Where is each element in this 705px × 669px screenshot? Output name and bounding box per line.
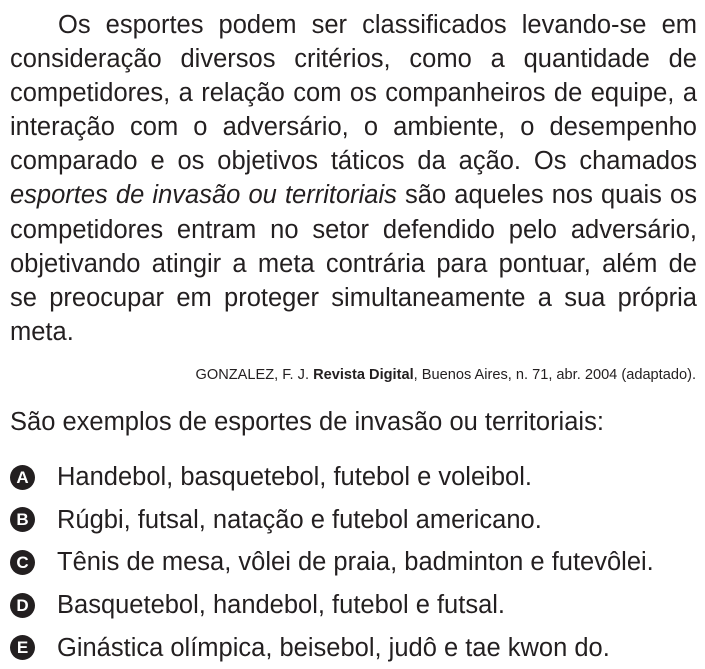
option-b-letter-icon: B (10, 507, 35, 532)
option-a-text: Handebol, basquetebol, futebol e voleibol. (57, 463, 532, 492)
passage-part-1: Os esportes podem ser classificados levando-se em consideração diversos critérios, como a quantidade de competidores, a relação com os companheiros de equipe, a interação com o adversário, o ambiente, o desempenho comparado e os objetivos táticos da ação. Os chamados (10, 11, 697, 176)
option-d[interactable] (10, 584, 654, 627)
citation (196, 365, 697, 385)
option-c[interactable] (10, 541, 654, 584)
citation-details: , Buenos Aires, n. 71, abr. 2004 (adaptado). (413, 367, 696, 383)
passage-part-2: são aqueles nos quais os competidores entram no setor defendido pelo adversário, objetivando atingir a meta contrária para pontuar, além de se preocupar em proteger simultaneamente a sua própria meta. (10, 181, 697, 346)
passage-emphasis: esportes de invasão ou territoriais (10, 181, 397, 210)
option-e-text: Ginástica olímpica, beisebol, judô e tae kwon do. (57, 633, 610, 662)
citation-source: Revista Digital (313, 367, 414, 383)
option-a-letter-icon: A (10, 465, 35, 490)
option-c-text: Tênis de mesa, vôlei de praia, badminton e futevôlei. (57, 548, 654, 577)
passage-text (10, 8, 697, 349)
option-e[interactable] (10, 626, 654, 669)
citation-author: GONZALEZ, F. J. (195, 367, 314, 383)
answer-options (10, 456, 654, 669)
option-a[interactable] (10, 456, 654, 499)
option-d-letter-icon: D (10, 593, 35, 618)
option-c-letter-icon: C (10, 550, 35, 575)
option-d-text: Basquetebol, handebol, futebol e futsal. (57, 591, 506, 620)
question-stem: São exemplos de esportes de invasão ou territoriais: (10, 408, 604, 436)
option-b-text: Rúgbi, futsal, natação e futebol americano. (57, 505, 542, 534)
option-e-letter-icon: E (10, 635, 35, 660)
option-b[interactable] (10, 499, 654, 542)
